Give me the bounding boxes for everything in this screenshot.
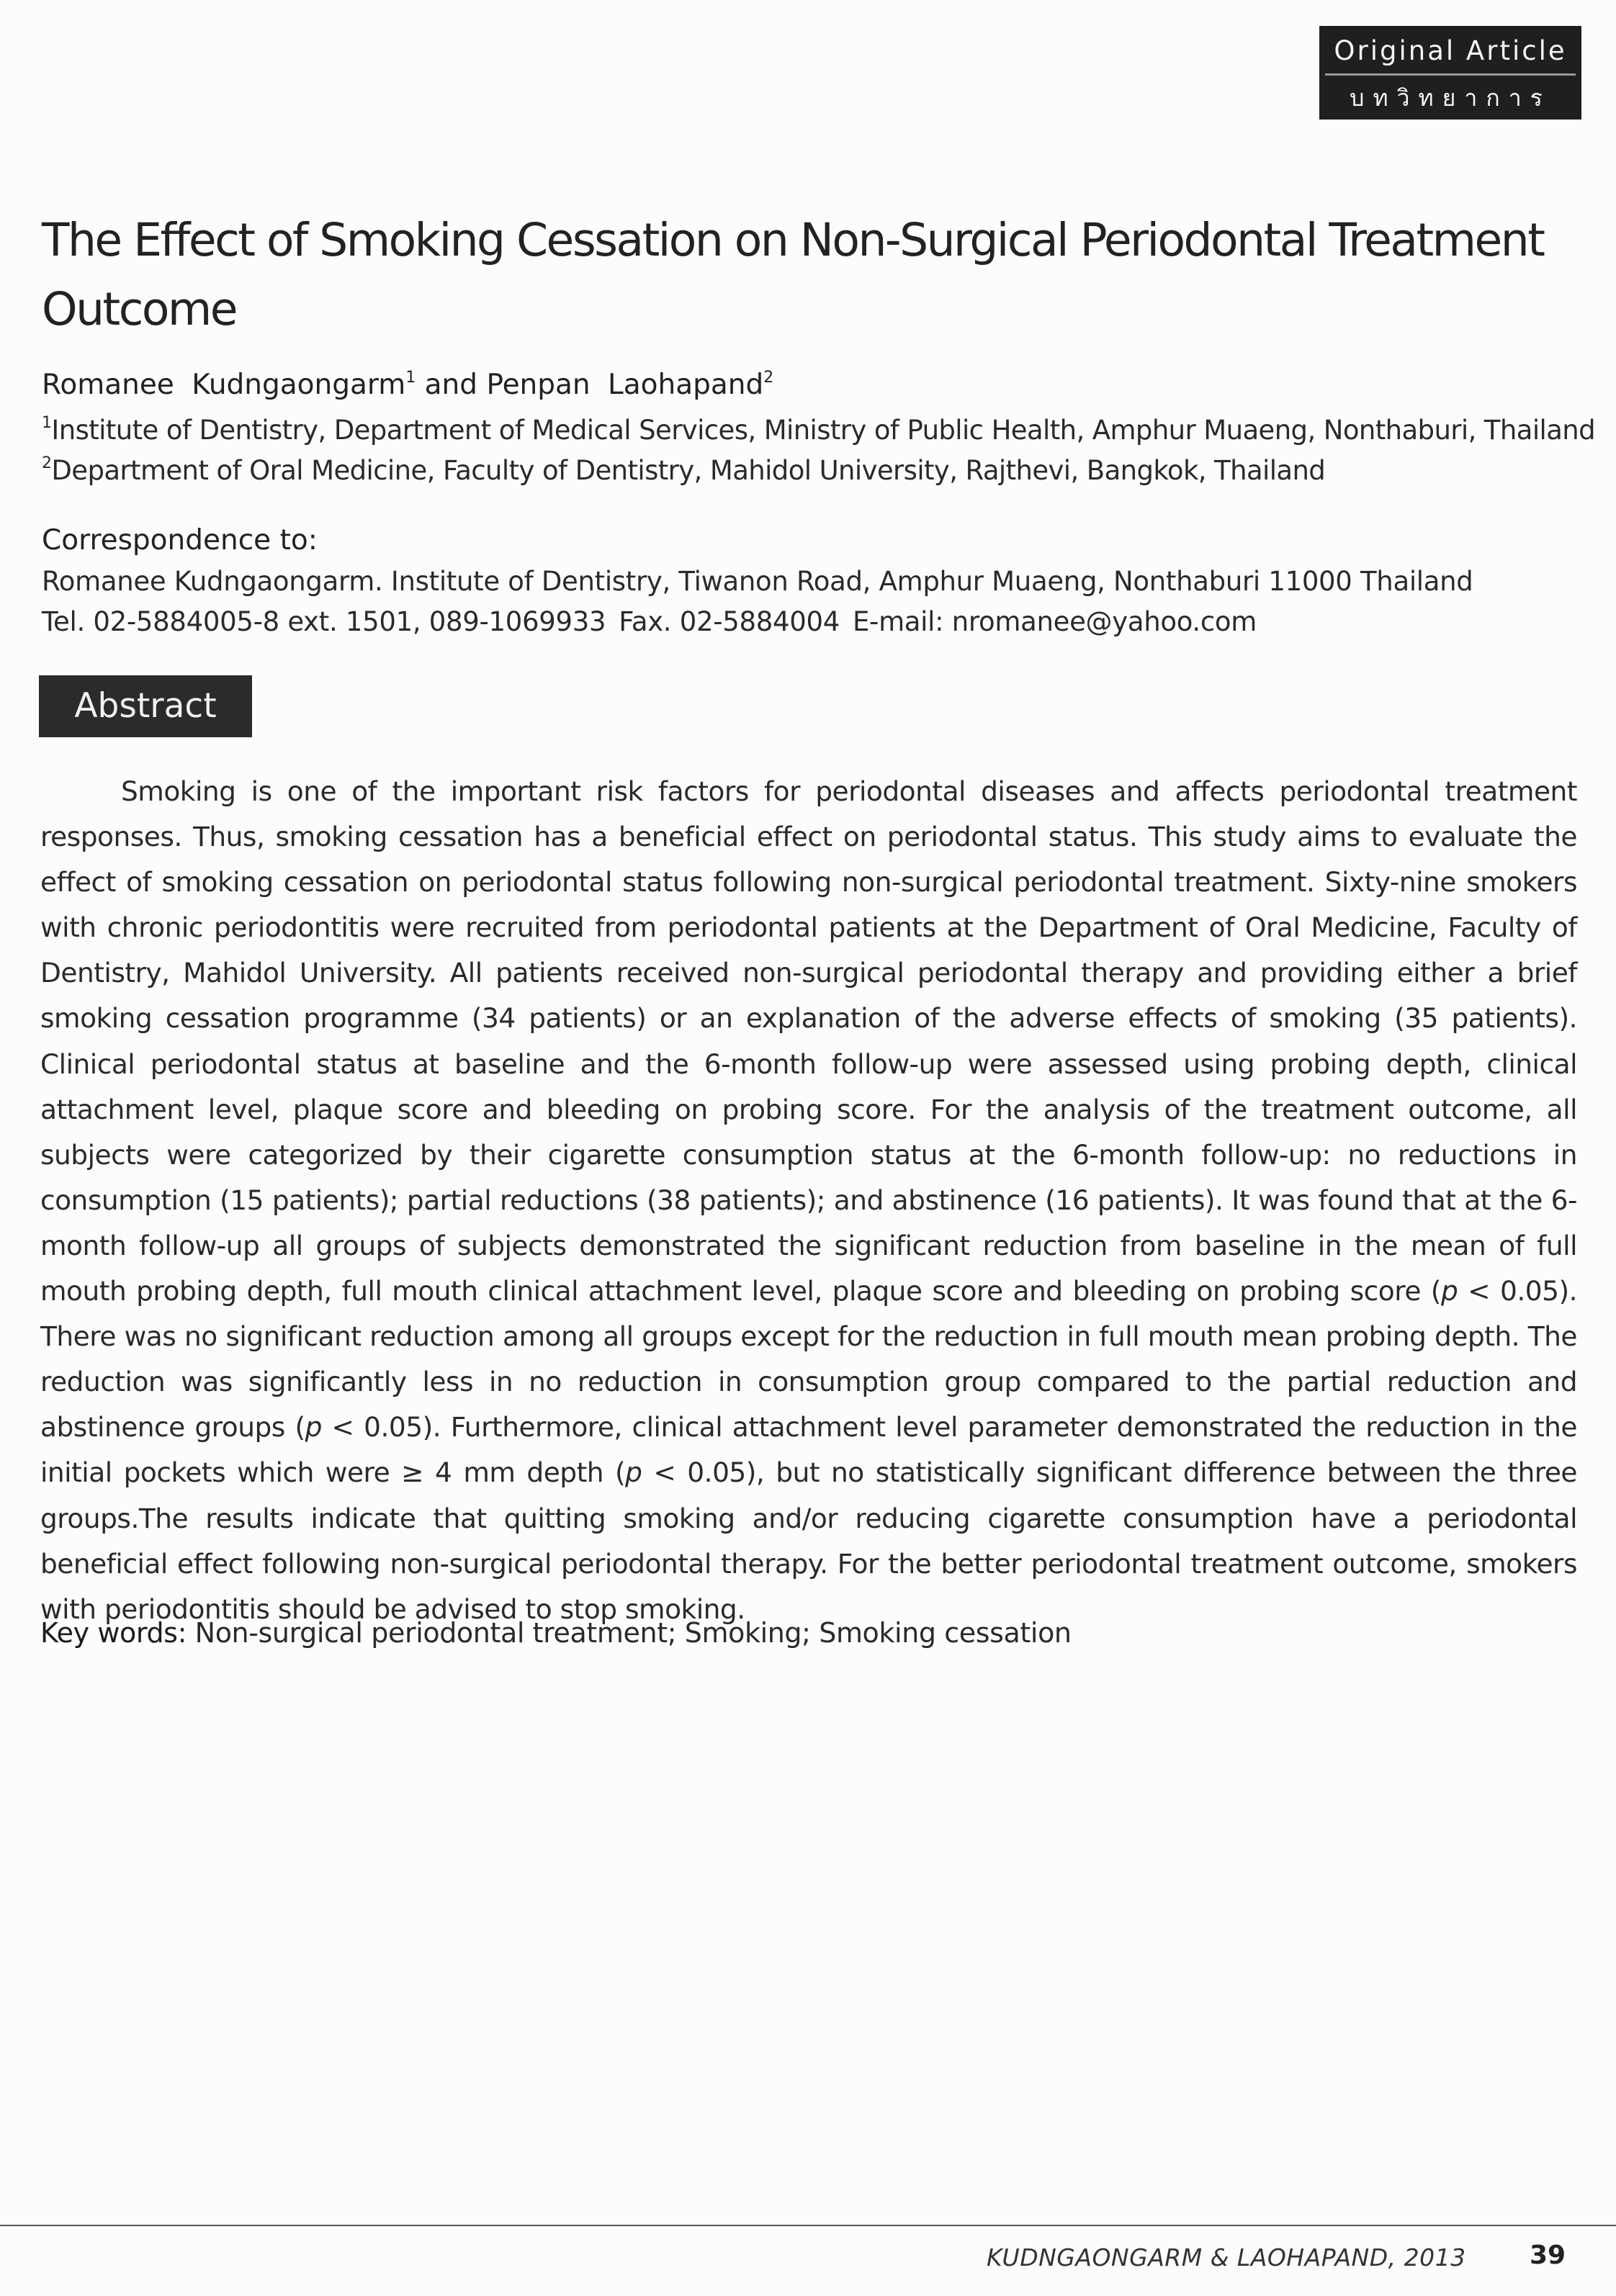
page-number: 39 [1530,2241,1566,2270]
article-title: The Effect of Smoking Cessation on Non-Surgical Periodontal Treatment Outcome [42,214,1544,336]
abstract-text-part: < 0.05), but no statistically significant difference between the three groups.The results indicate that quitting smoking and/or reducing cigarette consumption have a periodontal beneficial effect following non-surgical periodontal therapy. For the better periodontal treatment outcome, smokers with periodontitis should be advised to stop smoking. [40,1457,1577,1625]
keywords-label: Key words: [40,1617,187,1649]
p-value-symbol: p [305,1411,322,1444]
affiliation-text: Institute of Dentistry, Department of Medical Services, Ministry of Public Health, Amphur Muaeng, Nonthaburi, Thailand [51,415,1596,446]
correspondence-contact [42,606,1270,637]
article-type-badge [1319,26,1581,120]
badge-label-thai: บทวิทยาการ [1350,84,1551,112]
badge-divider [1325,73,1576,76]
affiliation-text: Department of Oral Medicine, Faculty of Dentistry, Mahidol University, Rajthevi, Bangkok, Thailand [51,455,1326,486]
badge-label-english: Original Article [1334,35,1567,66]
affiliation [42,455,1325,486]
telephone-numbers: Tel. 02-5884005-8 ext. 1501, 089-1069933 [42,606,606,637]
abstract-heading: Abstract [39,675,252,737]
author-joiner: and [416,369,487,401]
affiliation-marker: 1 [42,414,52,432]
fax-number: Fax. 02-5884004 [619,606,840,637]
author-name: Romanee Kudngaongarm [42,369,406,401]
abstract-body [40,769,1577,1632]
affiliation [42,415,1595,446]
email-address: E-mail: nromanee@yahoo.com [852,606,1257,637]
keywords-text: Non-surgical periodontal treatment; Smoking; Smoking cessation [186,1617,1072,1649]
abstract-text-part: < 0.05). Furthermore, clinical attachment level parameter demonstrated the reduction in the initial pockets which were ≥ 4 mm depth ( [40,1411,1577,1489]
keywords-line [40,1617,1072,1649]
p-value-symbol: p [1440,1275,1458,1307]
footer-divider [0,2225,1616,2226]
author-affiliation-marker: 1 [405,369,416,387]
correspondence-address: Romanee Kudngaongarm. Institute of Dentistry, Tiwanon Road, Amphur Muaeng, Nonthaburi 11000 Thailand [42,566,1473,597]
running-head: KUDNGAONGARM & LAOHAPAND, 2013 [987,2243,1466,2272]
author-name: Penpan Laohapand [486,369,764,401]
p-value-symbol: p [625,1457,642,1489]
abstract-text-part: < 0.05). There was no significant reduction among all groups except for the reduction in full mouth mean probing depth. The reduction was significantly less in no reduction in consumption group compared to the partial reduction and abstinence groups ( [40,1275,1578,1444]
author-line [42,369,773,401]
author-affiliation-marker: 2 [763,369,774,387]
affiliation-marker: 2 [42,454,52,472]
abstract-text-part: Smoking is one of the important risk factors for periodontal diseases and affects periodontal treatment responses. Thus, smoking cessation has a beneficial effect on periodontal status. This study aims to evaluate the effect of smoking cessation on periodontal status following non-surgical periodontal treatment. Sixty-nine smokers with chronic periodontitis were recruited from periodontal patients at the Department of Oral Medicine, Faculty of Dentistry, Mahidol University. All patients received non-surgical periodontal therapy and providing either a brief smoking cessation programme (34 patients) or an explanation of the adverse effects of smoking (35 patients). Clinical periodontal status at baseline and the 6-month follow-up were assessed using probing depth, clinical attachment level, plaque score and bleeding on probing score. For the analysis of the treatment outcome, all subjects were categorized by their cigarette consumption status at the 6-month follow-up: no reductions in consumption (15 patients); partial reductions (38 patients); and abstinence (16 patients). It was found that at the 6-month follow-up all groups of subjects demonstrated the significant reduction from baseline in the mean of full mouth probing depth, full mouth clinical attachment level, plaque score and bleeding on probing score ( [40,775,1577,1307]
correspondence-heading: Correspondence to: [42,524,318,557]
